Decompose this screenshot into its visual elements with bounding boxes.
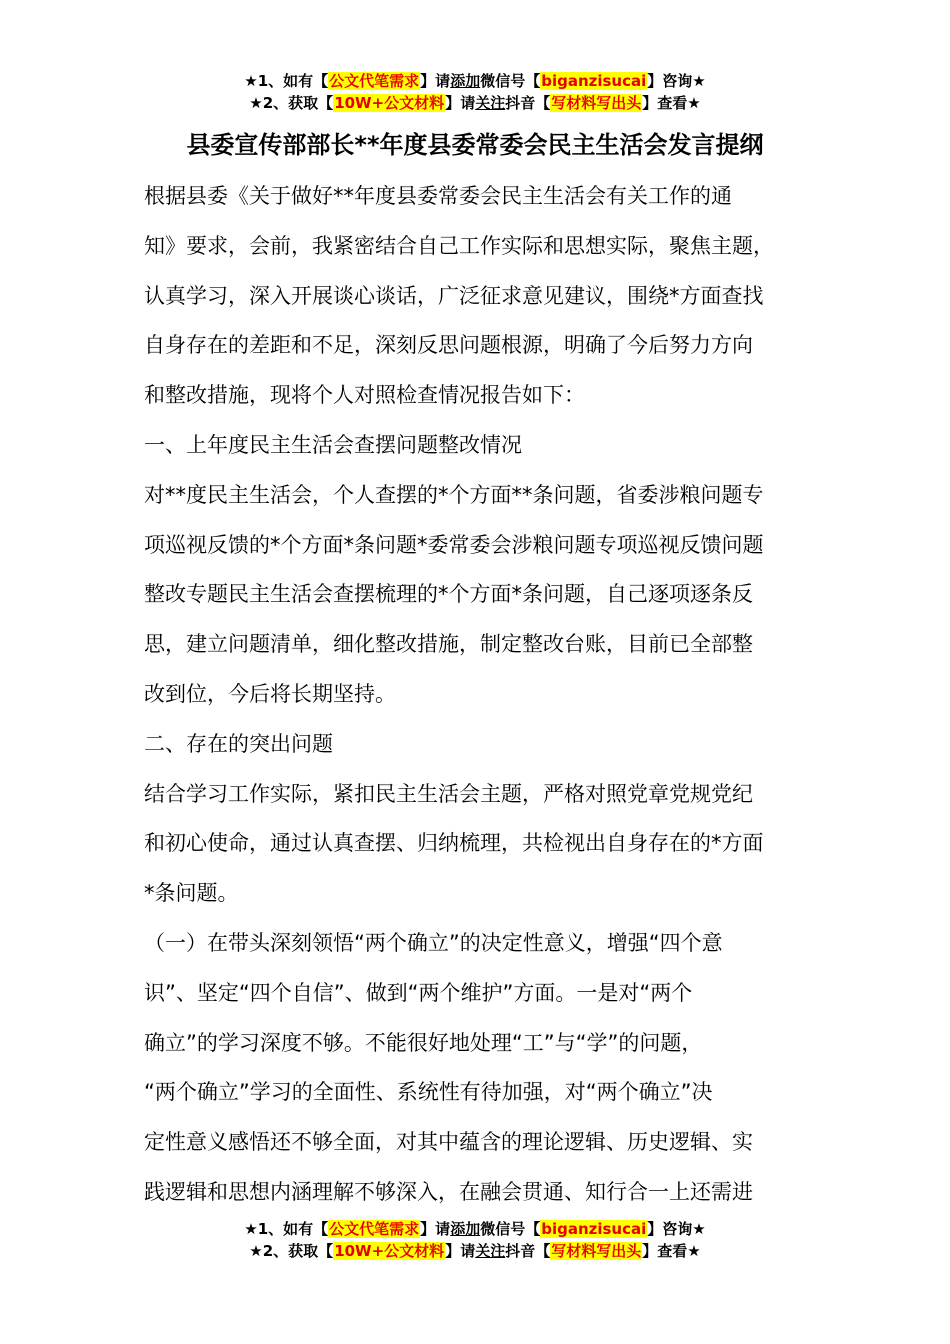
body-line: 整改专题民主生活会查摆梳理的*个方面*条问题，自己逐项逐条反 (144, 582, 753, 607)
banner-underlined-text: 关注 (475, 94, 506, 112)
banner-text: ★1、如有【 (244, 1220, 329, 1238)
banner-text: 微信号【 (480, 1220, 541, 1238)
banner-text: 】请 (420, 72, 451, 90)
document-body (144, 172, 824, 1218)
body-line: 项巡视反馈的*个方面*条问题*委常委会涉粮问题专项巡视反馈问题 (144, 532, 764, 557)
banner-highlight: 10W+公文材料 (334, 1242, 445, 1260)
banner-text: ★2、获取【 (249, 1242, 334, 1260)
banner-underlined-text: 添加 (450, 72, 481, 90)
banner-highlight: 10W+公文材料 (334, 94, 445, 112)
banner-underlined-text: 添加 (450, 1220, 481, 1238)
body-line: 对**度民主生活会，个人查摆的*个方面**条问题，省委涉粮问题专 (144, 482, 764, 507)
body-line: 践逻辑和思想内涵理解不够深入，在融会贯通、知行合一上还需进 (144, 1179, 753, 1204)
banner-text: 】请 (420, 1220, 451, 1238)
banner-line-2 (0, 92, 950, 114)
bottom-banner (0, 1218, 950, 1262)
body-line: 思，建立问题清单，细化整改措施，制定整改台账，目前已全部整 (144, 632, 753, 657)
banner-highlight: 写材料写出头 (551, 1242, 642, 1260)
body-line: 定性意义感悟还不够全面，对其中蕴含的理论逻辑、历史逻辑、实 (144, 1130, 753, 1155)
body-line: 结合学习工作实际，紧扣民主生活会主题，严格对照党章党规党纪 (144, 781, 753, 806)
banner-text: ★1、如有【 (244, 72, 329, 90)
body-line: 确立”的学习深度不够。不能很好地处理“工”与“学”的问题， (144, 1030, 703, 1055)
banner-text: 】查看★ (642, 1242, 701, 1260)
banner-text: 】咨询★ (647, 72, 706, 90)
body-line: “两个确立”学习的全面性、系统性有待加强，对“两个确立”决 (144, 1080, 713, 1105)
banner-line-1 (0, 1218, 950, 1240)
section-heading: 二、存在的突出问题 (144, 731, 333, 756)
banner-highlight: biganzisucai (541, 1220, 647, 1238)
body-line: 识”、坚定“四个自信”、做到“两个维护”方面。一是对“两个 (144, 980, 693, 1005)
banner-highlight: 公文代笔需求 (329, 1220, 420, 1238)
banner-text: ★2、获取【 (249, 94, 334, 112)
body-line: 根据县委《关于做好**年度县委常委会民主生活会有关工作的通 (144, 184, 732, 208)
document-title: 县委宣传部部长**年度县委常委会民主生活会发言提纲 (186, 131, 764, 159)
body-line: *条问题。 (144, 881, 239, 906)
banner-highlight: 公文代笔需求 (329, 72, 420, 90)
banner-line-1 (0, 70, 950, 92)
body-line: 自身存在的差距和不足，深刻反思问题根源，明确了今后努力方向 (144, 333, 753, 358)
body-line: 和初心使命，通过认真查摆、归纳梳理，共检视出自身存在的*方面 (144, 831, 764, 856)
body-line: 改到位，今后将长期坚持。 (144, 681, 396, 706)
banner-text: 抖音【 (505, 94, 551, 112)
banner-line-2 (0, 1240, 950, 1262)
banner-underlined-text: 关注 (475, 1242, 506, 1260)
body-line: （一）在带头深刻领悟“两个确立”的决定性意义，增强“四个意 (144, 930, 723, 955)
banner-text: 】查看★ (642, 94, 701, 112)
top-banner (0, 70, 950, 114)
banner-text: 微信号【 (480, 72, 541, 90)
banner-highlight: biganzisucai (541, 72, 647, 90)
banner-highlight: 写材料写出头 (551, 94, 642, 112)
banner-text: 】咨询★ (647, 1220, 706, 1238)
banner-text: 】请 (445, 1242, 476, 1260)
body-line: 和整改措施，现将个人对照检查情况报告如下： (144, 383, 585, 408)
banner-text: 】请 (445, 94, 476, 112)
body-line: 知》要求，会前，我紧密结合自己工作实际和思想实际，聚焦主题， (144, 233, 774, 258)
body-line: 认真学习，深入开展谈心谈话，广泛征求意见建议，围绕*方面查找 (144, 283, 764, 308)
banner-text: 抖音【 (505, 1242, 551, 1260)
section-heading: 一、上年度民主生活会查摆问题整改情况 (144, 432, 522, 457)
